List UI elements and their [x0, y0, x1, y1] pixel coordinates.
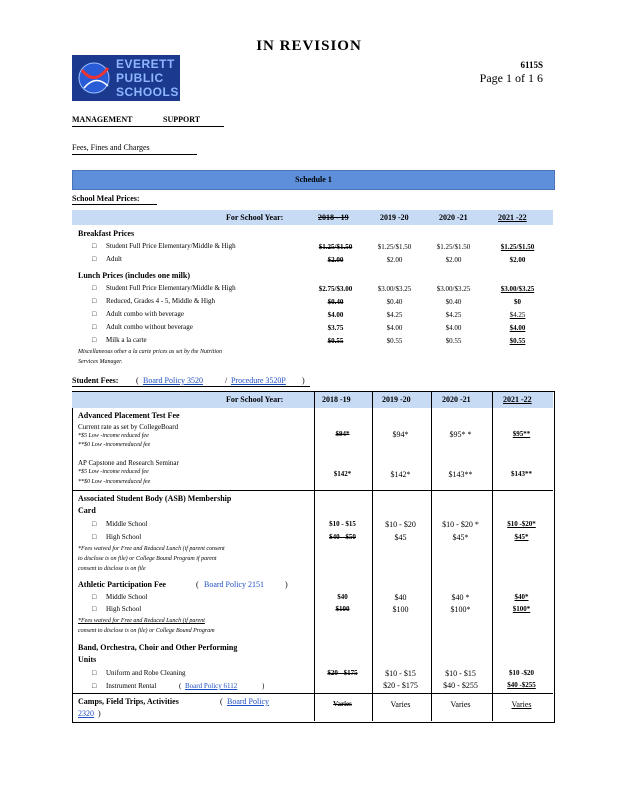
lunch-row-3-v4: $4.25: [509, 311, 526, 319]
breakfast-row-1-v2: $1.25/$1.50: [377, 243, 412, 251]
student-year-3: 2020 -21: [442, 395, 471, 404]
breakfast-row-2-label: Adult: [106, 255, 122, 263]
lunch-row-1-v3: $3.00/$3.25: [436, 285, 471, 293]
asb-r2-v2: $45: [394, 533, 407, 542]
athletic-r1-v3: $40 *: [451, 593, 470, 602]
page-title: IN REVISION: [256, 38, 362, 54]
asb-r2-v4: $45*: [514, 533, 529, 541]
fees-heading: Fees, Fines and Charges: [72, 143, 150, 152]
athletic-title: Athletic Participation Fee: [78, 580, 166, 589]
bullet-icon: □: [92, 284, 97, 292]
asb-r2-v1: $40 - $50: [329, 533, 356, 541]
camps-paren-close: ): [98, 709, 101, 718]
lunch-row-3-v2: $4.25: [386, 311, 403, 319]
board-policy-2320-link[interactable]: Board Policy: [227, 697, 269, 706]
table-divider: [431, 391, 432, 721]
misc-note: Miscellaneous other a la carte prices as set by the Nutrition: [78, 349, 222, 355]
lunch-row-3-label: Adult combo with beverage: [106, 310, 184, 318]
camps-v2: Varies: [390, 700, 411, 709]
logo-line-2: PUBLIC: [116, 71, 164, 85]
procedure-3520p-link[interactable]: Procedure 3520P: [231, 376, 286, 385]
student-year-label: For School Year:: [226, 395, 284, 404]
capstone-v4: $143**: [511, 470, 532, 478]
camps-v4: Varies: [511, 700, 532, 709]
breakfast-row-2-v3: $2.00: [445, 256, 462, 264]
lunch-row-5-v2: $0.55: [386, 337, 403, 345]
row-divider: [72, 693, 553, 694]
student-fees-underline: [72, 386, 310, 387]
schedule-bar: [72, 170, 555, 190]
band-row-2-paren-open: (: [179, 682, 182, 690]
breakfast-row-1-v4: $1.25/$1.50: [500, 243, 535, 251]
bullet-icon: □: [92, 669, 97, 677]
camps-v1: Varies: [333, 700, 352, 708]
lunch-row-5-label: Milk a la carte: [106, 336, 147, 344]
ap-v2: $94*: [392, 430, 409, 439]
bullet-icon: □: [92, 255, 97, 263]
lunch-row-5-v1: $0.55: [327, 337, 344, 345]
asb-note-3: consent to disclose is on file: [78, 566, 146, 572]
lunch-row-1-v4: $3.00/$3.25: [500, 285, 535, 293]
meal-year-2: 2019 -20: [380, 213, 409, 222]
schedule-label: Schedule 1: [295, 175, 332, 184]
bullet-icon: □: [92, 605, 97, 613]
management-heading: MANAGEMENT: [72, 115, 133, 124]
bullet-icon: □: [92, 682, 97, 690]
band-r1-v3: $10 - $15: [445, 669, 476, 678]
lunch-row-3-v3: $4.25: [445, 311, 462, 319]
lunch-row-5-v3: $0.55: [445, 337, 462, 345]
asb-note-2: to disclose is on file) or College Bound Program if parent: [78, 556, 217, 562]
band-row-2-paren-close: ): [262, 682, 265, 690]
asb-title: Associated Student Body (ASB) Membership: [78, 494, 232, 503]
fees-underline: [72, 154, 197, 155]
policy-number: 6115S: [520, 60, 543, 70]
student-year-2: 2019 -20: [382, 395, 411, 404]
asb-title-2: Card: [78, 506, 96, 515]
athletic-r2-v4: $100*: [512, 605, 531, 613]
lunch-row-4-label: Adult combo without beverage: [106, 323, 193, 331]
capstone-v3: $143**: [448, 470, 473, 479]
breakfast-title: Breakfast Prices: [78, 229, 135, 238]
lunch-row-3-v1: $4.00: [327, 311, 344, 319]
athletic-paren-open: (: [196, 580, 199, 589]
student-fees-separator: /: [225, 376, 228, 385]
ap-note-2: **$0 Low -incomereduced fee: [78, 442, 151, 448]
student-fees-paren-open: (: [136, 376, 139, 385]
camps-v3: Varies: [450, 700, 471, 709]
athletic-paren-close: ): [285, 580, 288, 589]
band-r2-v4: $40 -$255: [507, 681, 536, 689]
meal-year-label: For School Year:: [226, 213, 284, 222]
meal-year-1: 2018 - 19: [318, 213, 349, 222]
student-year-4: 2021 -22: [503, 395, 532, 404]
band-title: Band, Orchestra, Choir and Other Performing: [78, 643, 238, 652]
lunch-row-4-v4: $4.00: [509, 324, 526, 332]
asb-r1-v1: $10 - $15: [329, 520, 356, 528]
misc-note-2: Services Manager.: [78, 359, 123, 365]
capstone-title: AP Capstone and Research Seminar: [78, 459, 179, 467]
athletic-r2-v1: $100: [335, 605, 350, 613]
capstone-note-2: **$0 Low -incomereduced fee: [78, 479, 151, 485]
bullet-icon: □: [92, 323, 97, 331]
meal-year-header: [72, 210, 553, 225]
meal-section-title: School Meal Prices:: [72, 194, 140, 203]
breakfast-row-2-v2: $2.00: [386, 256, 403, 264]
capstone-v1: $142*: [333, 470, 352, 478]
asb-r1-v3: $10 - $20 *: [442, 520, 479, 529]
lunch-row-5-v4: $0.55: [509, 337, 526, 345]
ap-line: Current rate as set by CollegeBoard: [78, 423, 179, 431]
breakfast-row-1-label: Student Full Price Elementary/Middle & High: [106, 242, 236, 250]
ap-v3: $95* *: [449, 430, 472, 439]
board-policy-6112-link[interactable]: Board Policy 6112: [185, 682, 238, 690]
athletic-note-2: consent to disclose is on file) or College Bound Program: [78, 628, 215, 634]
lunch-row-2-v1: $0.40: [327, 298, 344, 306]
band-r1-v2: $10 - $15: [385, 669, 416, 678]
bullet-icon: □: [92, 593, 97, 601]
support-heading: SUPPORT: [163, 115, 201, 124]
asb-row-2-label: High School: [106, 533, 142, 541]
logo-line-1: EVERETT: [116, 57, 175, 71]
bullet-icon: □: [92, 533, 97, 541]
bullet-icon: □: [92, 297, 97, 305]
student-year-1: 2018 -19: [322, 395, 351, 404]
heading-underline: [72, 126, 224, 127]
breakfast-row-2-v1: $2.00: [327, 256, 344, 264]
district-logo: [72, 55, 180, 101]
lunch-row-4-v1: $3.75: [327, 324, 344, 332]
board-policy-2320-link-2[interactable]: 2320: [78, 709, 94, 718]
meal-year-3: 2020 -21: [439, 213, 468, 222]
breakfast-row-2-v4: $2.00: [509, 256, 526, 264]
band-r2-v3: $40 - $255: [443, 681, 478, 690]
lunch-row-2-v4: $0: [514, 298, 521, 306]
logo-line-3: SCHOOLS: [116, 85, 179, 99]
asb-row-1-label: Middle School: [106, 520, 148, 528]
meal-underline: [72, 204, 157, 205]
meal-year-4: 2021 -22: [498, 213, 527, 222]
asb-r2-v3: $45*: [452, 533, 469, 542]
camps-paren-open: (: [220, 697, 223, 706]
table-divider: [492, 391, 493, 721]
ap-v4: $95**: [512, 430, 531, 438]
asb-note-1: *Fees waived for Free and Reduced Lunch (if parent consent: [78, 546, 225, 552]
globe-icon: [74, 56, 114, 100]
lunch-title: Lunch Prices (includes one milk): [78, 271, 191, 280]
lunch-row-1-v2: $3.00/$3.25: [377, 285, 412, 293]
athletic-r2-v2: $100: [392, 605, 409, 614]
breakfast-row-1-v1: $1.25/$1.50: [318, 243, 353, 251]
student-fees-paren-close: ): [302, 376, 305, 385]
athletic-row-2-label: High School: [106, 605, 142, 613]
camps-title: Camps, Field Trips, Activities: [78, 697, 179, 706]
board-policy-2151-link[interactable]: Board Policy 2151: [204, 580, 264, 589]
athletic-r1-v2: $40: [394, 593, 407, 602]
bullet-icon: □: [92, 310, 97, 318]
band-r2-v2: $20 - $175: [383, 681, 418, 690]
band-row-2-label: Instrument Rental: [106, 682, 157, 690]
bullet-icon: □: [92, 336, 97, 344]
ap-v1: $94*: [335, 430, 350, 438]
page-number: Page 1 of 1 6: [479, 71, 543, 85]
lunch-row-1-v1: $2.75/$3.00: [318, 285, 353, 293]
athletic-r2-v3: $100*: [450, 605, 471, 614]
lunch-row-4-v2: $4.00: [386, 324, 403, 332]
asb-r1-v2: $10 - $20: [385, 520, 416, 529]
lunch-row-2-v2: $0.40: [386, 298, 403, 306]
ap-note-1: *$5 Low -income reduced fee: [78, 433, 149, 439]
asb-r1-v4: $10 -$20*: [507, 520, 536, 528]
ap-title: Advanced Placement Test Fee: [78, 411, 180, 420]
athletic-r1-v1: $40: [337, 593, 348, 601]
lunch-row-2-v3: $0.40: [445, 298, 462, 306]
lunch-row-1-label: Student Full Price Elementary/Middle & High: [106, 284, 236, 292]
band-row-1-label: Uniform and Robe Cleaning: [106, 669, 186, 677]
band-r1-v4: $10 -$20: [508, 669, 535, 677]
athletic-row-1-label: Middle School: [106, 593, 148, 601]
band-title-2: Units: [78, 655, 97, 664]
capstone-v2: $142*: [390, 470, 411, 479]
breakfast-row-1-v3: $1.25/$1.50: [436, 243, 471, 251]
athletic-r1-v4: $40*: [514, 593, 529, 601]
athletic-note-1: *Fees waived for Free and Reduced Lunch (if parent: [78, 618, 205, 624]
lunch-row-2-label: Reduced, Grades 4 - 5, Middle & High: [106, 297, 216, 305]
band-r1-v1: $20 - $175: [327, 669, 358, 677]
student-year-header: [72, 392, 553, 408]
capstone-note-1: *$5 Low -income reduced fee: [78, 469, 149, 475]
bullet-icon: □: [92, 520, 97, 528]
student-fees-title: Student Fees:: [72, 376, 119, 385]
lunch-row-4-v3: $4.00: [445, 324, 462, 332]
board-policy-3520-link[interactable]: Board Policy 3520: [143, 376, 203, 385]
bullet-icon: □: [92, 242, 97, 250]
row-divider: [72, 490, 553, 491]
